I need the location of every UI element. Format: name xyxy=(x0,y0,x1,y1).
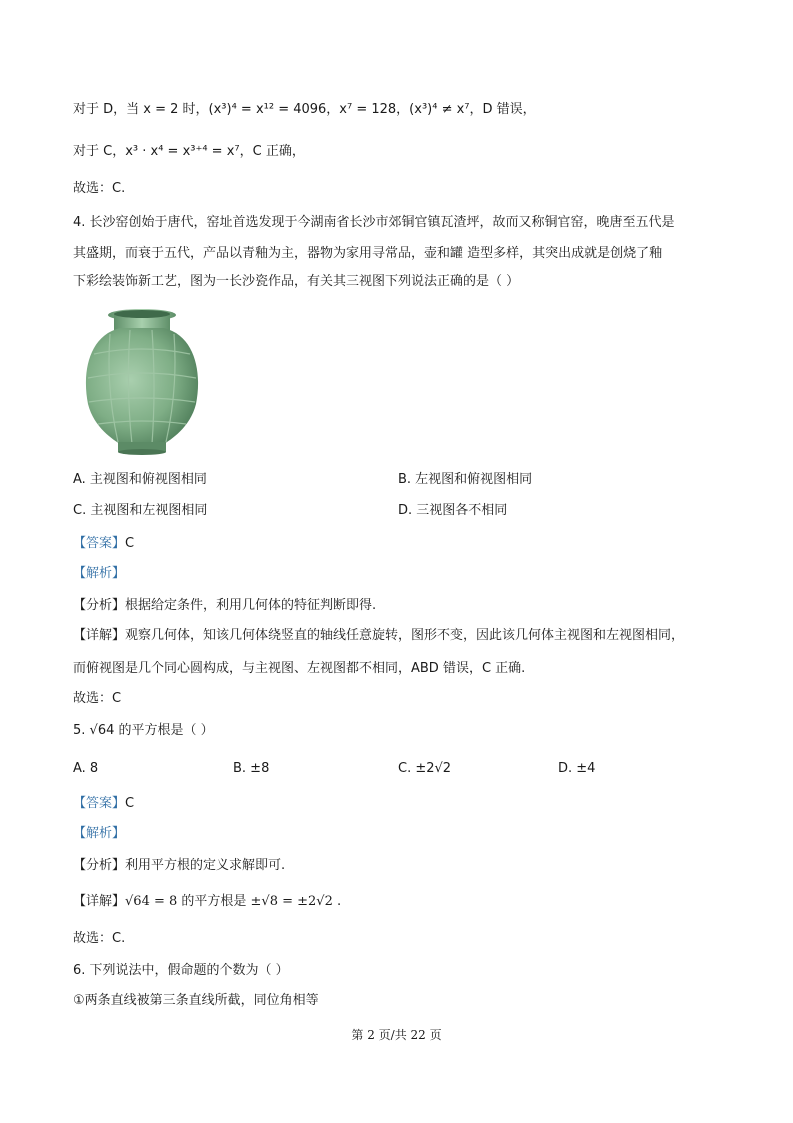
q5-option-a: A. 8 xyxy=(73,761,99,776)
answer-value: C xyxy=(125,796,135,811)
fenxi-text: 根据给定条件，利用几何体的特征判断即得. xyxy=(125,598,377,613)
q5-option-c: C. ±2√2 xyxy=(398,761,452,776)
celadon-jar-image xyxy=(80,304,204,458)
q4-xiangjie-line2: 而俯视图是几个同心圆构成，与主视图、左视图都不相同，ABD 错误，C 正确. xyxy=(73,661,526,676)
xiangjie-text: 观察几何体，知该几何体绕竖直的轴线任意旋转，图形不变，因此该几何体主视图和左视图相同， xyxy=(125,628,685,643)
xiangjie-text: √64 = 8 的平方根是 ±√8 = ±2√2 . xyxy=(125,894,342,909)
q4-answer xyxy=(73,535,134,553)
q3-line-d: 对于 D，当 x = 2 时，(x³)⁴ = x¹² = 4096，x⁷ = 128，(x³)⁴ ≠ x⁷，D 错误， xyxy=(73,102,536,117)
q4-conclusion: 故选：C xyxy=(73,691,122,706)
answer-tag: 【答案】 xyxy=(73,536,126,551)
q5-fenxi xyxy=(73,857,285,875)
q5-conclusion: 故选：C. xyxy=(73,931,126,946)
q5-option-d: D. ±4 xyxy=(558,761,596,776)
fenxi-tag: 【分析】 xyxy=(73,858,126,873)
q4-option-a: A. 主视图和俯视图相同 xyxy=(73,472,207,487)
q6-stem: 6. 下列说法中，假命题的个数为（ ） xyxy=(73,963,289,978)
q5-analysis-tag: 【解析】 xyxy=(73,826,126,841)
q4-option-b: B. 左视图和俯视图相同 xyxy=(398,472,533,487)
fenxi-text: 利用平方根的定义求解即可. xyxy=(125,858,286,873)
xiangjie-tag: 【详解】 xyxy=(73,628,126,643)
answer-tag: 【答案】 xyxy=(73,796,126,811)
q5-answer xyxy=(73,795,134,813)
q4-analysis-tag: 【解析】 xyxy=(73,566,126,581)
q4-xiangjie-line1 xyxy=(73,627,684,645)
fenxi-tag: 【分析】 xyxy=(73,598,126,613)
q3-line-c: 对于 C，x³ · x⁴ = x³⁺⁴ = x⁷，C 正确， xyxy=(73,144,305,159)
q5-stem: 5. √64 的平方根是（ ） xyxy=(73,723,214,738)
q5-option-b: B. ±8 xyxy=(233,761,270,776)
q4-fenxi xyxy=(73,597,376,615)
q5-xiangjie xyxy=(73,893,341,911)
page-footer: 第 2 页/共 22 页 xyxy=(351,1028,442,1042)
answer-value: C xyxy=(125,536,135,551)
q4-stem-line1: 4. 长沙窑创始于唐代，窑址首选发现于今湖南省长沙市郊铜官镇瓦渣坪，故而又称铜官窑，晚唐至五代是 xyxy=(73,215,675,230)
q4-stem-line2: 其盛期，而衰于五代，产品以青釉为主，器物为家用寻常品，壶和罐 造型多样，其突出成就是创烧了釉 xyxy=(73,246,663,261)
q4-stem-line3: 下彩绘装饰新工艺，图为一长沙瓷作品，有关其三视图下列说法正确的是（ ） xyxy=(73,274,520,289)
q4-option-d: D. 三视图各不相同 xyxy=(398,503,508,518)
q3-answer: 故选：C. xyxy=(73,181,126,196)
xiangjie-tag: 【详解】 xyxy=(73,894,126,909)
q6-item1: ①两条直线被第三条直线所截，同位角相等 xyxy=(73,993,319,1008)
q4-option-c: C. 主视图和左视图相同 xyxy=(73,503,208,518)
